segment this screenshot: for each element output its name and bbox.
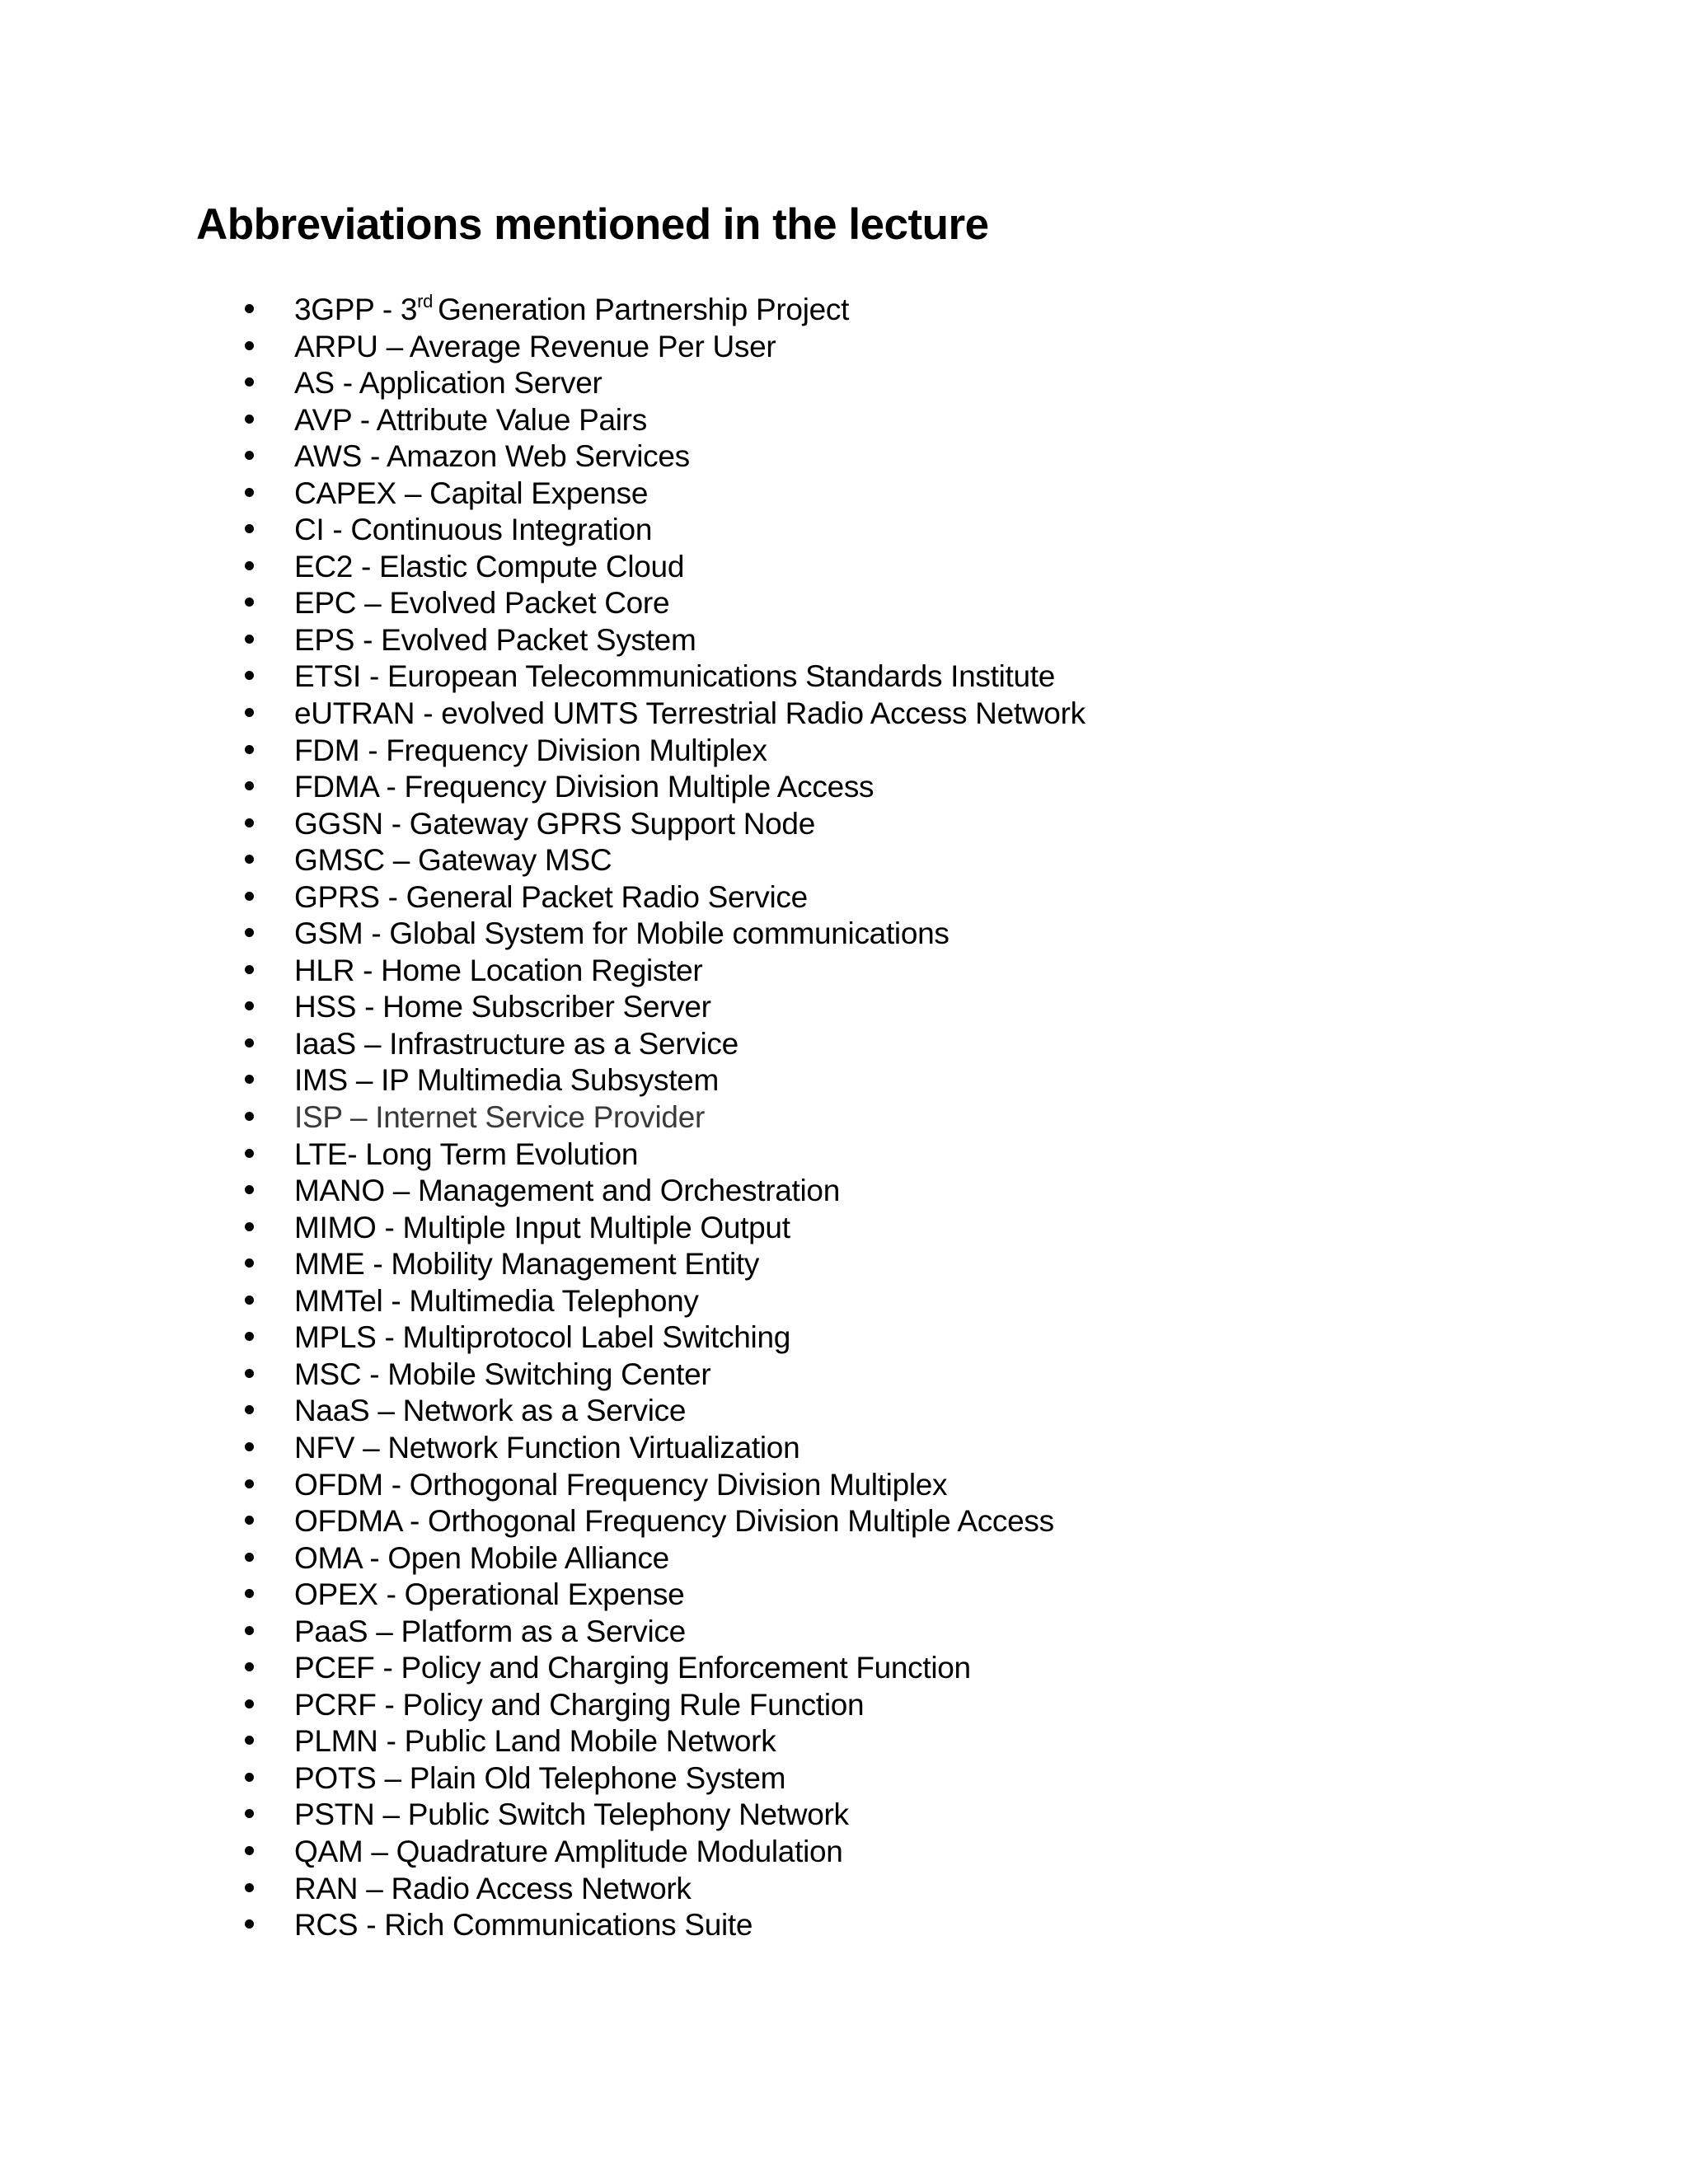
list-item-text: LTE- Long Term Evolution bbox=[294, 1137, 639, 1171]
bullet-icon bbox=[245, 989, 256, 1026]
list-item bbox=[0, 953, 1688, 990]
bullet-icon bbox=[245, 879, 256, 916]
list-item-text: GPRS - General Packet Radio Service bbox=[294, 879, 808, 914]
list-item-text: QAM – Quadrature Amplitude Modulation bbox=[294, 1834, 843, 1868]
bullet-icon bbox=[245, 953, 256, 990]
list-item-text: MSC - Mobile Switching Center bbox=[294, 1357, 711, 1391]
list-item bbox=[0, 549, 1688, 586]
list-item bbox=[0, 1834, 1688, 1871]
bullet-icon bbox=[245, 1173, 256, 1210]
list-item-text bbox=[294, 292, 849, 329]
bullet-icon bbox=[245, 1540, 256, 1577]
list-item bbox=[0, 1760, 1688, 1797]
list-item-text: eUTRAN - evolved UMTS Terrestrial Radio Access Network bbox=[294, 696, 1085, 731]
list-item bbox=[0, 1540, 1688, 1577]
list-item bbox=[0, 1650, 1688, 1687]
list-item-text: IaaS – Infrastructure as a Service bbox=[294, 1026, 738, 1061]
list-item-prefix: 3GPP - 3 bbox=[294, 293, 418, 326]
list-item bbox=[0, 1907, 1688, 1944]
bullet-icon bbox=[245, 512, 256, 549]
list-item-text: MME - Mobility Management Entity bbox=[294, 1247, 760, 1282]
list-item bbox=[0, 365, 1688, 402]
list-item bbox=[0, 1430, 1688, 1467]
list-item-text: CI - Continuous Integration bbox=[294, 513, 653, 547]
bullet-icon bbox=[245, 733, 256, 770]
list-item-text: FDM - Frequency Division Multiplex bbox=[294, 733, 767, 767]
bullet-icon bbox=[245, 1834, 256, 1871]
list-item bbox=[0, 989, 1688, 1026]
list-item bbox=[0, 402, 1688, 439]
list-item-text: PSTN – Public Switch Telephony Network bbox=[294, 1797, 849, 1832]
list-item-text: ETSI - European Telecommunications Standards Institute bbox=[294, 659, 1056, 694]
bullet-icon bbox=[245, 365, 256, 402]
page-title: Abbreviations mentioned in the lecture bbox=[196, 200, 989, 249]
list-item bbox=[0, 1026, 1688, 1063]
list-item bbox=[0, 1210, 1688, 1247]
list-item bbox=[0, 1283, 1688, 1320]
list-item-text: CAPEX – Capital Expense bbox=[294, 476, 649, 510]
bullet-icon bbox=[245, 1062, 256, 1099]
list-item-text: FDMA - Frequency Division Multiple Access bbox=[294, 770, 874, 804]
list-item-text: MMTel - Multimedia Telephony bbox=[294, 1283, 699, 1318]
list-item bbox=[0, 658, 1688, 696]
bullet-icon bbox=[245, 806, 256, 843]
list-item-text: GGSN - Gateway GPRS Support Node bbox=[294, 806, 815, 841]
bullet-icon bbox=[245, 292, 256, 329]
bullet-icon bbox=[245, 696, 256, 733]
list-item-text: OFDMA - Orthogonal Frequency Division Multiple Access bbox=[294, 1504, 1054, 1539]
bullet-icon bbox=[245, 1907, 256, 1944]
bullet-icon bbox=[245, 585, 256, 622]
bullet-icon bbox=[245, 916, 256, 953]
list-item bbox=[0, 733, 1688, 770]
list-item bbox=[0, 1137, 1688, 1174]
list-item bbox=[0, 1577, 1688, 1614]
bullet-icon bbox=[245, 1210, 256, 1247]
list-item bbox=[0, 1723, 1688, 1760]
list-item bbox=[0, 1687, 1688, 1724]
bullet-icon bbox=[245, 1319, 256, 1357]
list-item bbox=[0, 1357, 1688, 1394]
list-item-text: HLR - Home Location Register bbox=[294, 953, 703, 987]
list-item-text: NaaS – Network as a Service bbox=[294, 1394, 687, 1428]
list-item bbox=[0, 1246, 1688, 1283]
bullet-icon bbox=[245, 1723, 256, 1760]
list-item bbox=[0, 438, 1688, 476]
list-item bbox=[0, 806, 1688, 843]
list-item bbox=[0, 1871, 1688, 1908]
list-item-text: ARPU – Average Revenue Per User bbox=[294, 329, 776, 363]
list-item bbox=[0, 1099, 1688, 1137]
bullet-icon bbox=[245, 1467, 256, 1504]
bullet-icon bbox=[245, 1357, 256, 1394]
list-item bbox=[0, 916, 1688, 953]
list-item-suffix: Generation Partnership Project bbox=[438, 293, 850, 326]
bullet-icon bbox=[245, 329, 256, 366]
list-item-text: AS - Application Server bbox=[294, 366, 603, 401]
list-item-text: AWS - Amazon Web Services bbox=[294, 439, 690, 474]
bullet-icon bbox=[245, 1760, 256, 1797]
ordinal-superscript: rd bbox=[417, 291, 434, 312]
bullet-icon bbox=[245, 1246, 256, 1283]
list-item-text: MPLS - Multiprotocol Label Switching bbox=[294, 1320, 791, 1355]
bullet-icon bbox=[245, 1650, 256, 1687]
list-item bbox=[0, 1173, 1688, 1210]
list-item-text: POTS – Plain Old Telephone System bbox=[294, 1760, 786, 1795]
list-item bbox=[0, 879, 1688, 916]
list-item-text: HSS - Home Subscriber Server bbox=[294, 990, 711, 1024]
list-item-text: IMS – IP Multimedia Subsystem bbox=[294, 1063, 719, 1098]
bullet-icon bbox=[245, 1687, 256, 1724]
list-item bbox=[0, 292, 1688, 329]
list-item-text: MANO – Management and Orchestration bbox=[294, 1174, 840, 1208]
list-item bbox=[0, 585, 1688, 622]
bullet-icon bbox=[245, 1283, 256, 1320]
list-item bbox=[0, 769, 1688, 806]
abbreviation-list bbox=[0, 292, 1688, 1944]
list-item bbox=[0, 1503, 1688, 1540]
list-item bbox=[0, 512, 1688, 549]
list-item-text: PaaS – Platform as a Service bbox=[294, 1614, 686, 1648]
bullet-icon bbox=[245, 622, 256, 659]
list-item-text: EPS - Evolved Packet System bbox=[294, 622, 696, 657]
bullet-icon bbox=[245, 438, 256, 476]
list-item bbox=[0, 1319, 1688, 1357]
bullet-icon bbox=[245, 476, 256, 513]
list-item-text: EPC – Evolved Packet Core bbox=[294, 586, 670, 621]
list-item-text: EC2 - Elastic Compute Cloud bbox=[294, 549, 685, 583]
list-item-text: RAN – Radio Access Network bbox=[294, 1871, 692, 1905]
list-item-text: PLMN - Public Land Mobile Network bbox=[294, 1724, 776, 1759]
list-item-text: AVP - Attribute Value Pairs bbox=[294, 402, 647, 437]
bullet-icon bbox=[245, 1871, 256, 1908]
bullet-icon bbox=[245, 1614, 256, 1651]
list-item-text: OPEX - Operational Expense bbox=[294, 1577, 685, 1612]
bullet-icon bbox=[245, 1577, 256, 1614]
list-item bbox=[0, 1467, 1688, 1504]
list-item-text: NFV – Network Function Virtualization bbox=[294, 1430, 800, 1465]
bullet-icon bbox=[245, 1137, 256, 1174]
bullet-icon bbox=[245, 658, 256, 696]
list-item bbox=[0, 329, 1688, 366]
list-item bbox=[0, 842, 1688, 879]
bullet-icon bbox=[245, 842, 256, 879]
list-item bbox=[0, 622, 1688, 659]
list-item bbox=[0, 1614, 1688, 1651]
list-item-text: GSM - Global System for Mobile communications bbox=[294, 916, 950, 951]
list-item bbox=[0, 1393, 1688, 1430]
bullet-icon bbox=[245, 1797, 256, 1834]
bullet-icon bbox=[245, 1393, 256, 1430]
list-item-text: PCEF - Policy and Charging Enforcement Function bbox=[294, 1651, 971, 1685]
list-item bbox=[0, 1062, 1688, 1099]
bullet-icon bbox=[245, 402, 256, 439]
bullet-icon bbox=[245, 549, 256, 586]
bullet-icon bbox=[245, 1430, 256, 1467]
list-item bbox=[0, 1797, 1688, 1834]
list-item-text: ISP – Internet Service Provider bbox=[294, 1100, 705, 1135]
list-item-text: OFDM - Orthogonal Frequency Division Multiplex bbox=[294, 1467, 948, 1502]
list-item-text: MIMO - Multiple Input Multiple Output bbox=[294, 1210, 790, 1244]
bullet-icon bbox=[245, 1099, 256, 1137]
bullet-icon bbox=[245, 1503, 256, 1540]
list-item bbox=[0, 476, 1688, 513]
list-item bbox=[0, 696, 1688, 733]
list-item-text: PCRF - Policy and Charging Rule Function bbox=[294, 1687, 865, 1722]
list-item-text: GMSC – Gateway MSC bbox=[294, 843, 612, 878]
bullet-icon bbox=[245, 1026, 256, 1063]
list-item-text: OMA - Open Mobile Alliance bbox=[294, 1540, 669, 1575]
bullet-icon bbox=[245, 769, 256, 806]
list-item-text: RCS - Rich Communications Suite bbox=[294, 1908, 753, 1943]
